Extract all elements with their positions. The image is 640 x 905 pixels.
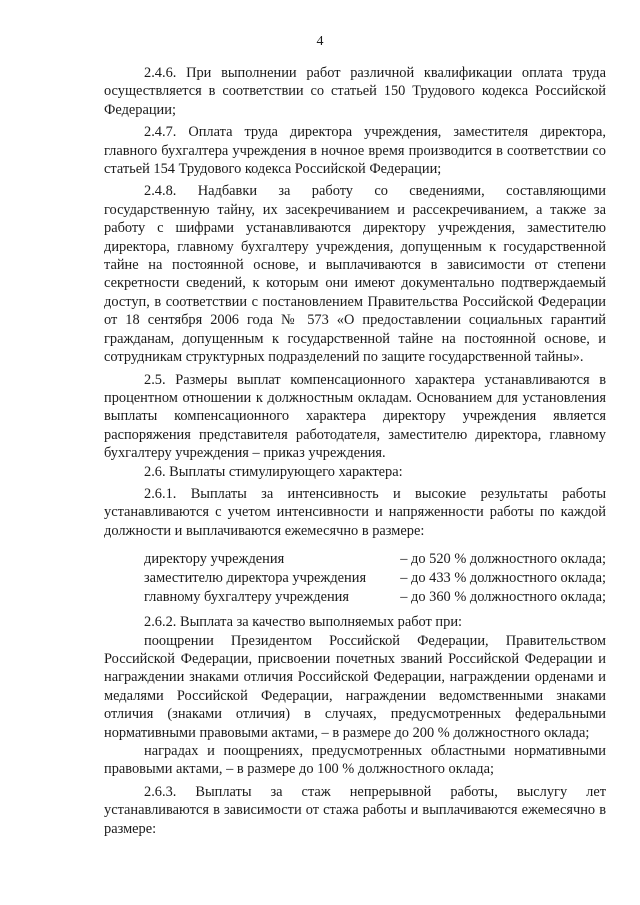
document-body: [104, 64, 606, 838]
paragraph-2-6-2: 2.6.2. Выплата за качество выполняемых работ при:: [144, 614, 463, 631]
paragraph-2-4-8: 2.4.8. Надбавки за работу со сведениями, составляющими государственную тайну, их засекречиванием и рассекречиванием, а также за работу с шифрами устанавливаются директору учреждения, заместителю директора, главному бухгалтеру учреждения, допущенным к государственной тайне на постоянной основе, и выплачиваются в зависимости от степени секретности сведений, к которым они имеют документально подтверждаемый доступ, в соответствии с постановлением Правительства Российской Федерации от 18 сентября 2006 года № 573 «О предоставлении социальных гарантий гражданам, допущенным к государственной тайне на постоянной основе, и сотрудникам структурных подразделений по защите государственной тайны».: [104, 183, 606, 366]
rate-value: – до 360 % должностного оклада;: [400, 589, 606, 606]
paragraph-2-6-3: 2.6.3. Выплаты за стаж непрерывной работы, выслугу лет устанавливаются в зависимости от стажа работы и выплачиваются ежемесячно в размере:: [104, 783, 606, 837]
paragraph-2-5: 2.5. Размеры выплат компенсационного характера устанавливаются в процентном отношении к должностным окладам. Основанием для установления выплаты компенсационного характера директору учреждения является распоряжения представителя работодателя, заместителю директора, главному бухгалтеру учреждения – приказ учреждения.: [104, 371, 606, 462]
paragraph-federal-awards: поощрении Президентом Российской Федерации, Правительством Российской Федерации, присвоении почетных званий Российской Федерации и награждении знаками отличия Российской Федерации, награждении орденами и медалями Российской Федерации, награждении ведомственными знаками отличия (знаками отличия) в случаях, предусмотренных федеральными нормативными правовыми актами, – в размере до 200 % должностного оклада;: [104, 632, 606, 741]
paragraph-2-6-1: 2.6.1. Выплаты за интенсивность и высокие результаты работы устанавливаются с учетом интенсивности и напряженности работы по каждой должности и выплачиваются ежемесячно в размере:: [104, 485, 606, 539]
rate-row: [144, 569, 606, 588]
rate-role: заместителю директора учреждения: [144, 570, 367, 587]
paragraph-regional-awards: наградах и поощрениях, предусмотренных областными нормативными правовыми актами, – в размере до 100 % должностного оклада;: [104, 743, 606, 778]
rate-row: [144, 588, 606, 607]
rate-row: [144, 550, 606, 569]
paragraph-2-6: 2.6. Выплаты стимулирующего характера:: [144, 463, 403, 480]
rate-value: – до 520 % должностного оклада;: [400, 551, 606, 568]
paragraph-2-4-6: 2.4.6. При выполнении работ различной квалификации оплата труда осуществляется в соответствии со статьей 150 Трудового кодекса Российской Федерации;: [104, 65, 606, 118]
paragraph-2-4-7: 2.4.7. Оплата труда директора учреждения, заместителя директора, главного бухгалтера учреждения в ночное время производится в соответствии со статьей 154 Трудового кодекса Российской Федерации;: [104, 124, 606, 178]
page-number: 4: [316, 34, 324, 49]
rate-value: – до 433 % должностного оклада;: [400, 570, 606, 587]
rate-role: директору учреждения: [144, 551, 285, 568]
rate-role: главному бухгалтеру учреждения: [144, 589, 349, 606]
rates-table: [144, 550, 606, 607]
